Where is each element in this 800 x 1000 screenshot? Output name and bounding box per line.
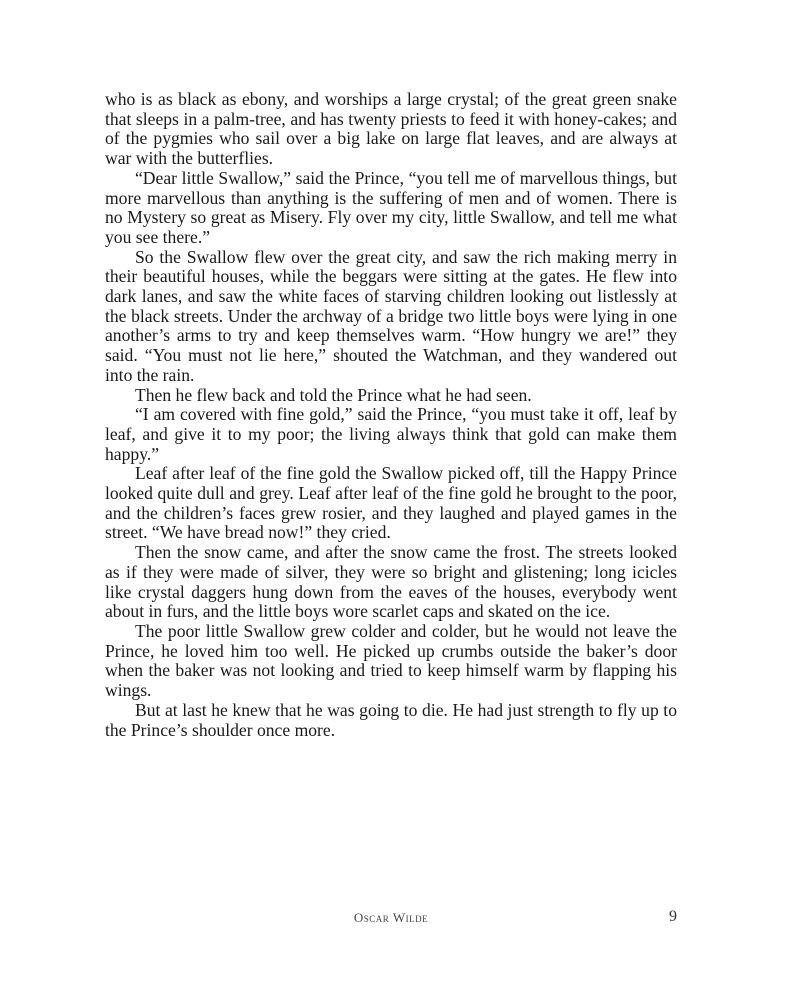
paragraph-continuation: who is as black as ebony, and worships a large crystal; of the great green snake that sleeps in a palm-tree, and has twenty priests to feed it with honey-cakes; and of the pygmies who sail over a big lake on large flat leaves, and are always at war with the butterflies.: [105, 89, 677, 169]
paragraph: Then the snow came, and after the snow came the frost. The streets looked as if they were made of silver, they were so bright and glistening; long icicles like crystal daggers hung down from the eaves of the houses, everybody went about in furs, and the little boys wore scarlet caps and skated on the ice.: [105, 542, 677, 622]
paragraph: But at last he knew that he was going to die. He had just strength to fly up to the Prince’s shoulder once more.: [105, 699, 677, 740]
paragraph: “I am covered with fine gold,” said the Prince, “you must take it off, leaf by leaf, and give it to my poor; the living always think that gold can make them happy.”: [105, 404, 677, 464]
paragraph: The poor little Swallow grew colder and colder, but he would not leave the Prince, he loved him too well. He picked up crumbs outside the baker’s door when the baker was not looking and tried to keep himself warm by flapping his wings.: [105, 620, 677, 701]
paragraph: So the Swallow flew over the great city, and saw the rich making merry in their beautiful houses, while the beggars were sitting at the gates. He flew into dark lanes, and saw the white faces of starving children looking out listlessly at the black streets. Under the archway of a bridge two little boys were lying in one another’s arms to try and keep themselves warm. “How hungry we are!” they said. “You must not lie here,” shouted the Watchman, and they wandered out into the rain.: [105, 246, 677, 385]
running-footer-author: Oscar Wilde: [353, 910, 429, 925]
page-number: 9: [669, 908, 677, 925]
paragraph: Leaf after leaf of the fine gold the Swallow picked off, till the Happy Prince looked quite dull and grey. Leaf after leaf of the fine gold he brought to the poor, and the children’s faces grew rosier, and they laughed and played games in the street. “We have bread now!” they cried.: [105, 463, 677, 543]
body-text: [105, 90, 677, 740]
paragraph: Then he flew back and told the Prince what he had seen.: [135, 384, 532, 405]
paragraph: “Dear little Swallow,” said the Prince, “you tell me of marvellous things, but more marvellous than anything is the suffering of men and of women. There is no Mystery so great as Misery. Fly over my city, little Swallow, and tell me what you see there.”: [105, 167, 677, 247]
page-footer: [105, 910, 677, 930]
